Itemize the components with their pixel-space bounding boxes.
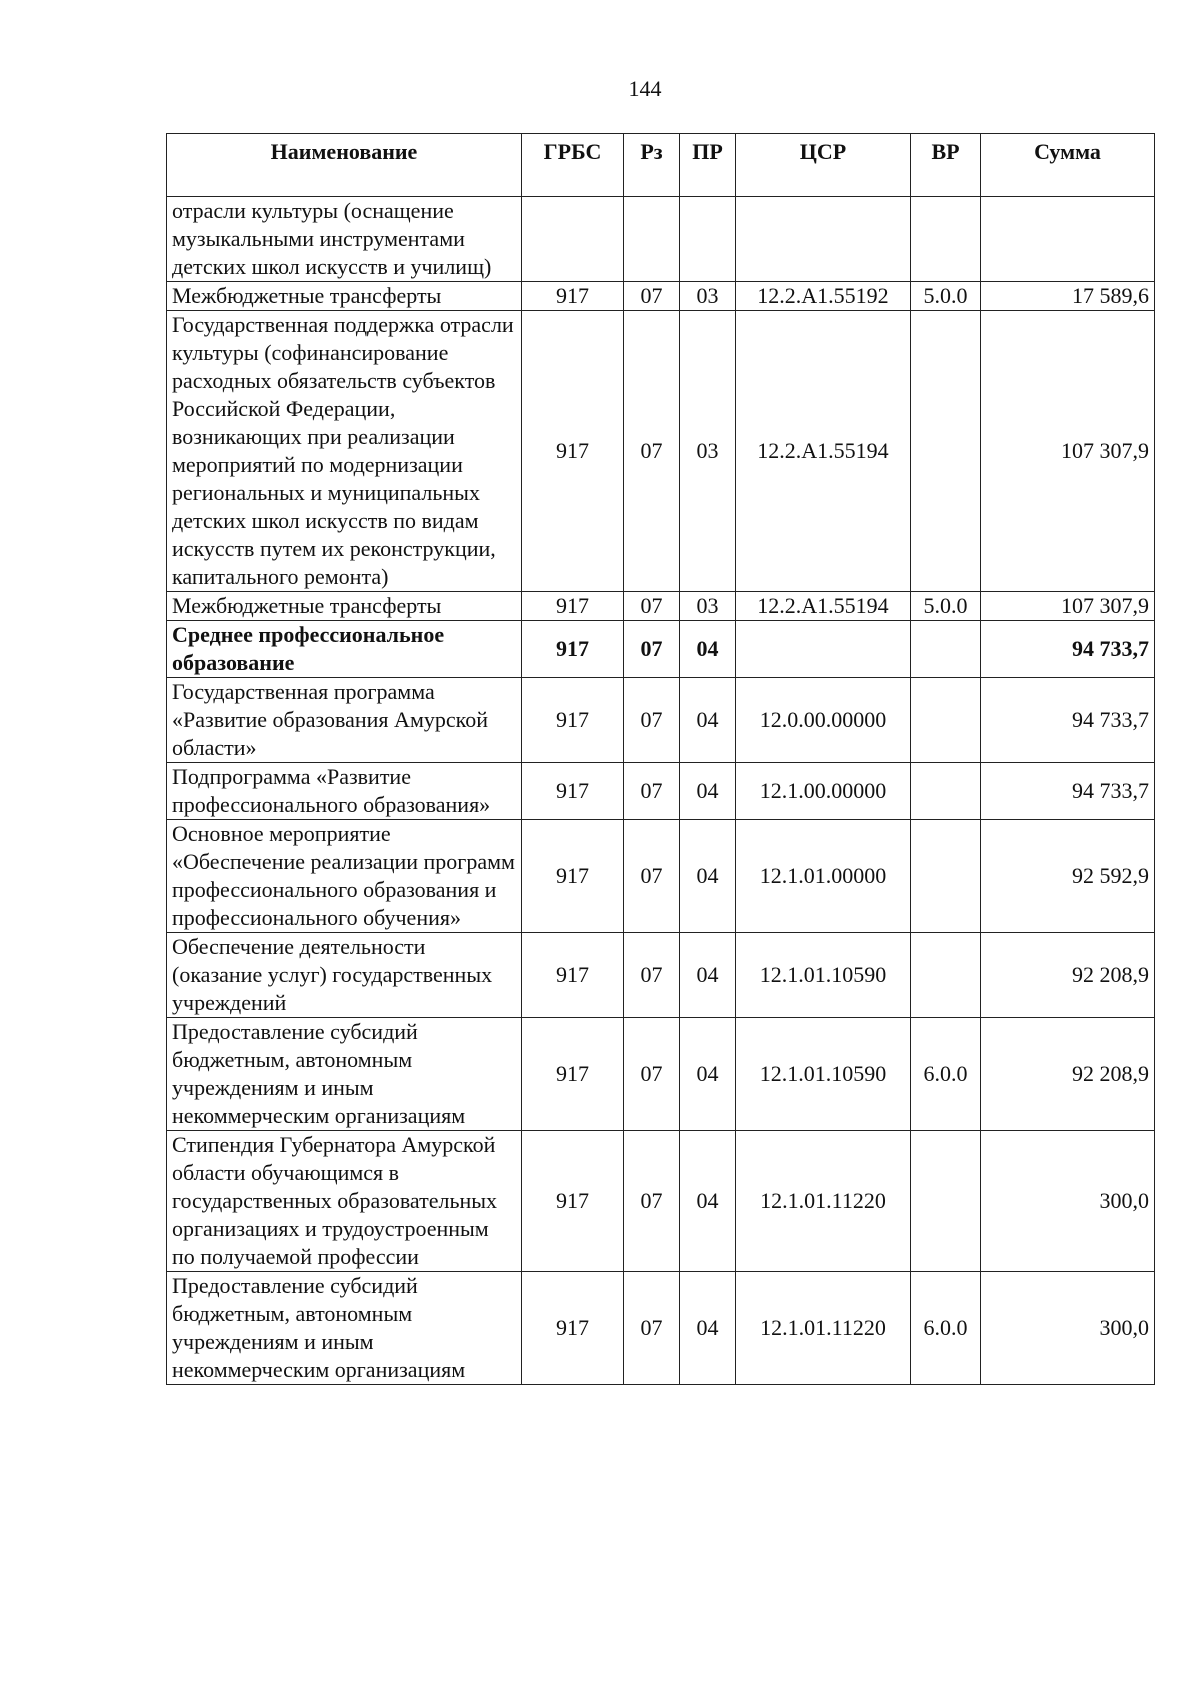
cell-vr <box>911 933 981 1018</box>
cell-grbs: 917 <box>522 678 624 763</box>
cell-sum: 300,0 <box>981 1131 1155 1272</box>
table-header-row <box>167 134 1155 197</box>
cell-grbs: 917 <box>522 311 624 592</box>
cell-pr: 04 <box>680 678 736 763</box>
cell-pr: 04 <box>680 763 736 820</box>
cell-csr: 12.1.01.10590 <box>736 1018 911 1131</box>
cell-vr <box>911 197 981 282</box>
cell-name: Среднее профессиональное образование <box>167 621 522 678</box>
cell-pr: 04 <box>680 621 736 678</box>
cell-grbs: 917 <box>522 1131 624 1272</box>
cell-rz: 07 <box>624 678 680 763</box>
cell-name: Подпрограмма «Развитие профессионального образования» <box>167 763 522 820</box>
cell-vr <box>911 678 981 763</box>
table-row-section <box>167 621 1155 678</box>
cell-sum <box>981 197 1155 282</box>
cell-name: Государственная поддержка отрасли культуры (софинансирование расходных обязательств субъектов Российской Федерации, возникающих при реализации мероприятий по модернизации региональных и муниципальных детских школ искусств по видам искусств путем их реконструкции, капитального ремонта) <box>167 311 522 592</box>
cell-sum: 94 733,7 <box>981 621 1155 678</box>
header-pr: ПР <box>680 134 736 197</box>
table-row <box>167 1131 1155 1272</box>
header-sum: Сумма <box>981 134 1155 197</box>
cell-sum: 94 733,7 <box>981 763 1155 820</box>
cell-pr: 04 <box>680 820 736 933</box>
header-vr: ВР <box>911 134 981 197</box>
cell-name: Стипендия Губернатора Амурской области обучающимся в государственных образовательных организациях и трудоустроенным по получаемой профессии <box>167 1131 522 1272</box>
cell-pr: 03 <box>680 282 736 311</box>
cell-csr: 12.1.01.11220 <box>736 1272 911 1385</box>
cell-pr: 04 <box>680 1018 736 1131</box>
cell-rz: 07 <box>624 621 680 678</box>
cell-name: Предоставление субсидий бюджетным, автономным учреждениям и иным некоммерческим организациям <box>167 1018 522 1131</box>
cell-grbs: 917 <box>522 1272 624 1385</box>
cell-sum: 92 208,9 <box>981 933 1155 1018</box>
cell-pr: 03 <box>680 311 736 592</box>
cell-rz: 07 <box>624 763 680 820</box>
cell-pr: 03 <box>680 592 736 621</box>
cell-sum: 94 733,7 <box>981 678 1155 763</box>
cell-csr: 12.1.01.11220 <box>736 1131 911 1272</box>
cell-vr <box>911 621 981 678</box>
cell-rz: 07 <box>624 592 680 621</box>
cell-csr: 12.1.01.00000 <box>736 820 911 933</box>
table-row <box>167 933 1155 1018</box>
page-number: 144 <box>628 76 662 101</box>
cell-name: Предоставление субсидий бюджетным, автономным учреждениям и иным некоммерческим организациям <box>167 1272 522 1385</box>
cell-vr <box>911 1131 981 1272</box>
cell-grbs: 917 <box>522 820 624 933</box>
cell-csr: 12.2.A1.55194 <box>736 592 911 621</box>
cell-vr: 6.0.0 <box>911 1272 981 1385</box>
cell-name: Основное мероприятие «Обеспечение реализации программ профессионального образования и профессионального обучения» <box>167 820 522 933</box>
cell-rz: 07 <box>624 1131 680 1272</box>
table-row <box>167 592 1155 621</box>
cell-vr <box>911 763 981 820</box>
table-row <box>167 820 1155 933</box>
table-row <box>167 678 1155 763</box>
header-grbs: ГРБС <box>522 134 624 197</box>
cell-sum: 17 589,6 <box>981 282 1155 311</box>
cell-csr: 12.2.A1.55194 <box>736 311 911 592</box>
cell-grbs: 917 <box>522 592 624 621</box>
cell-rz: 07 <box>624 933 680 1018</box>
cell-vr <box>911 820 981 933</box>
cell-rz: 07 <box>624 1272 680 1385</box>
cell-csr: 12.0.00.00000 <box>736 678 911 763</box>
cell-csr <box>736 621 911 678</box>
cell-name: Межбюджетные трансферты <box>167 282 522 311</box>
cell-pr: 04 <box>680 1272 736 1385</box>
cell-grbs: 917 <box>522 282 624 311</box>
cell-rz: 07 <box>624 282 680 311</box>
cell-csr: 12.2.A1.55192 <box>736 282 911 311</box>
header-name: Наименование <box>167 134 522 197</box>
cell-grbs: 917 <box>522 933 624 1018</box>
cell-rz: 07 <box>624 311 680 592</box>
cell-vr: 5.0.0 <box>911 592 981 621</box>
cell-csr: 12.1.00.00000 <box>736 763 911 820</box>
cell-sum: 107 307,9 <box>981 592 1155 621</box>
header-csr: ЦСР <box>736 134 911 197</box>
cell-grbs: 917 <box>522 763 624 820</box>
cell-rz: 07 <box>624 1018 680 1131</box>
cell-vr <box>911 311 981 592</box>
table-row <box>167 311 1155 592</box>
budget-table <box>166 133 1155 1385</box>
cell-name: отрасли культуры (оснащение музыкальными инструментами детских школ искусств и училищ) <box>167 197 522 282</box>
cell-name: Межбюджетные трансферты <box>167 592 522 621</box>
table-row <box>167 1018 1155 1131</box>
cell-csr <box>736 197 911 282</box>
header-rz: Рз <box>624 134 680 197</box>
table-row <box>167 763 1155 820</box>
cell-vr: 6.0.0 <box>911 1018 981 1131</box>
cell-rz: 07 <box>624 820 680 933</box>
table-row <box>167 282 1155 311</box>
cell-rz <box>624 197 680 282</box>
cell-pr: 04 <box>680 1131 736 1272</box>
cell-pr <box>680 197 736 282</box>
table-row <box>167 1272 1155 1385</box>
cell-sum: 92 592,9 <box>981 820 1155 933</box>
cell-grbs: 917 <box>522 1018 624 1131</box>
cell-grbs: 917 <box>522 621 624 678</box>
cell-grbs <box>522 197 624 282</box>
cell-sum: 300,0 <box>981 1272 1155 1385</box>
cell-name: Обеспечение деятельности (оказание услуг) государственных учреждений <box>167 933 522 1018</box>
cell-vr: 5.0.0 <box>911 282 981 311</box>
table-row <box>167 197 1155 282</box>
cell-sum: 107 307,9 <box>981 311 1155 592</box>
cell-pr: 04 <box>680 933 736 1018</box>
cell-csr: 12.1.01.10590 <box>736 933 911 1018</box>
cell-sum: 92 208,9 <box>981 1018 1155 1131</box>
cell-name: Государственная программа «Развитие образования Амурской области» <box>167 678 522 763</box>
